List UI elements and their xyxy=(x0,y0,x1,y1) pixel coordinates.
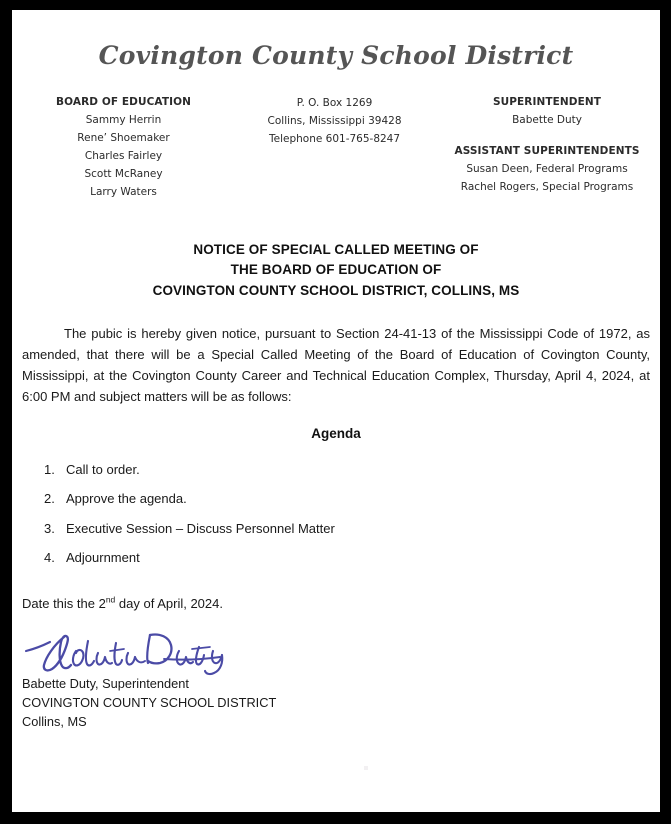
notice-body-paragraph: The pubic is hereby given notice, pursuant to Section 24-41-13 of the Mississippi Code of 1972, as amended, that there will be a Special Called Meeting of the Board of Education of Covington County, Mississippi, at the Covington County Career and Technical Education Complex, Thursday, April 4, 2024, at 6:00 PM and subject matters will be as follows: xyxy=(22,326,650,405)
assistant-superintendents-heading: ASSISTANT SUPERINTENDENTS xyxy=(454,144,640,157)
agenda-item-text: Executive Session – Discuss Personnel Matter xyxy=(66,520,335,536)
contact-address-column xyxy=(229,93,440,148)
superintendent-name: Babette Duty xyxy=(512,113,582,126)
date-ordinal-suffix: nd xyxy=(105,594,116,605)
scan-artifact xyxy=(364,766,368,770)
agenda-item-number: 1. xyxy=(44,461,55,477)
agenda-item-text: Approve the agenda. xyxy=(66,491,187,507)
date-line-suffix: day of April, 2024. xyxy=(115,595,223,611)
date-line-prefix: Date this the 2 xyxy=(22,595,106,611)
letterhead-columns xyxy=(12,93,660,201)
signer-name-title: Babette Duty, Superintendent xyxy=(22,675,189,691)
assistant-superintendent: Susan Deen, Federal Programs xyxy=(466,162,628,175)
agenda-item-text: Call to order. xyxy=(66,461,140,477)
signature-name-lines xyxy=(22,675,650,732)
agenda-list xyxy=(22,461,650,567)
agenda-list-item xyxy=(22,520,650,538)
board-member: Charles Fairley xyxy=(84,149,163,162)
telephone-line: Telephone 601-765-8247 xyxy=(269,132,401,145)
document-page xyxy=(12,10,660,812)
board-member: Larry Waters xyxy=(90,185,157,198)
superintendent-heading: SUPERINTENDENT xyxy=(492,95,602,108)
agenda-item-text: Adjournment xyxy=(66,550,140,566)
notice-heading-line: NOTICE OF SPECIAL CALLED MEETING OF xyxy=(193,241,479,257)
agenda-list-item xyxy=(22,549,650,567)
handwritten-signature-icon xyxy=(24,629,239,681)
notice-body xyxy=(22,323,650,566)
signer-city-state: Collins, MS xyxy=(22,713,87,729)
board-of-education-column xyxy=(18,93,229,201)
po-box-line: P. O. Box 1269 xyxy=(296,96,373,109)
signer-organization: COVINGTON COUNTY SCHOOL DISTRICT xyxy=(22,694,277,710)
signature-block xyxy=(22,629,650,732)
agenda-item-number: 4. xyxy=(44,550,55,566)
column-spacer xyxy=(440,129,654,142)
district-title: Covington County School District xyxy=(98,41,574,70)
date-line xyxy=(22,596,650,611)
board-member: Scott McRaney xyxy=(84,167,163,180)
board-member: Rene’ Shoemaker xyxy=(77,131,170,144)
notice-heading-line: COVINGTON COUNTY SCHOOL DISTRICT, COLLINS, MS xyxy=(152,282,520,298)
city-state-zip-line: Collins, Mississippi 39428 xyxy=(267,114,402,127)
agenda-heading: Agenda xyxy=(311,425,361,441)
notice-heading-line: THE BOARD OF EDUCATION OF xyxy=(230,262,442,278)
agenda-item-number: 2. xyxy=(44,491,55,507)
agenda-list-item xyxy=(22,490,650,508)
assistant-superintendent: Rachel Rogers, Special Programs xyxy=(460,180,634,193)
agenda-item-number: 3. xyxy=(44,520,55,536)
board-member: Sammy Herrin xyxy=(85,113,162,126)
notice-heading xyxy=(12,240,660,302)
agenda-list-item xyxy=(22,461,650,479)
board-of-education-heading: BOARD OF EDUCATION xyxy=(56,95,191,108)
superintendent-column xyxy=(440,93,654,196)
